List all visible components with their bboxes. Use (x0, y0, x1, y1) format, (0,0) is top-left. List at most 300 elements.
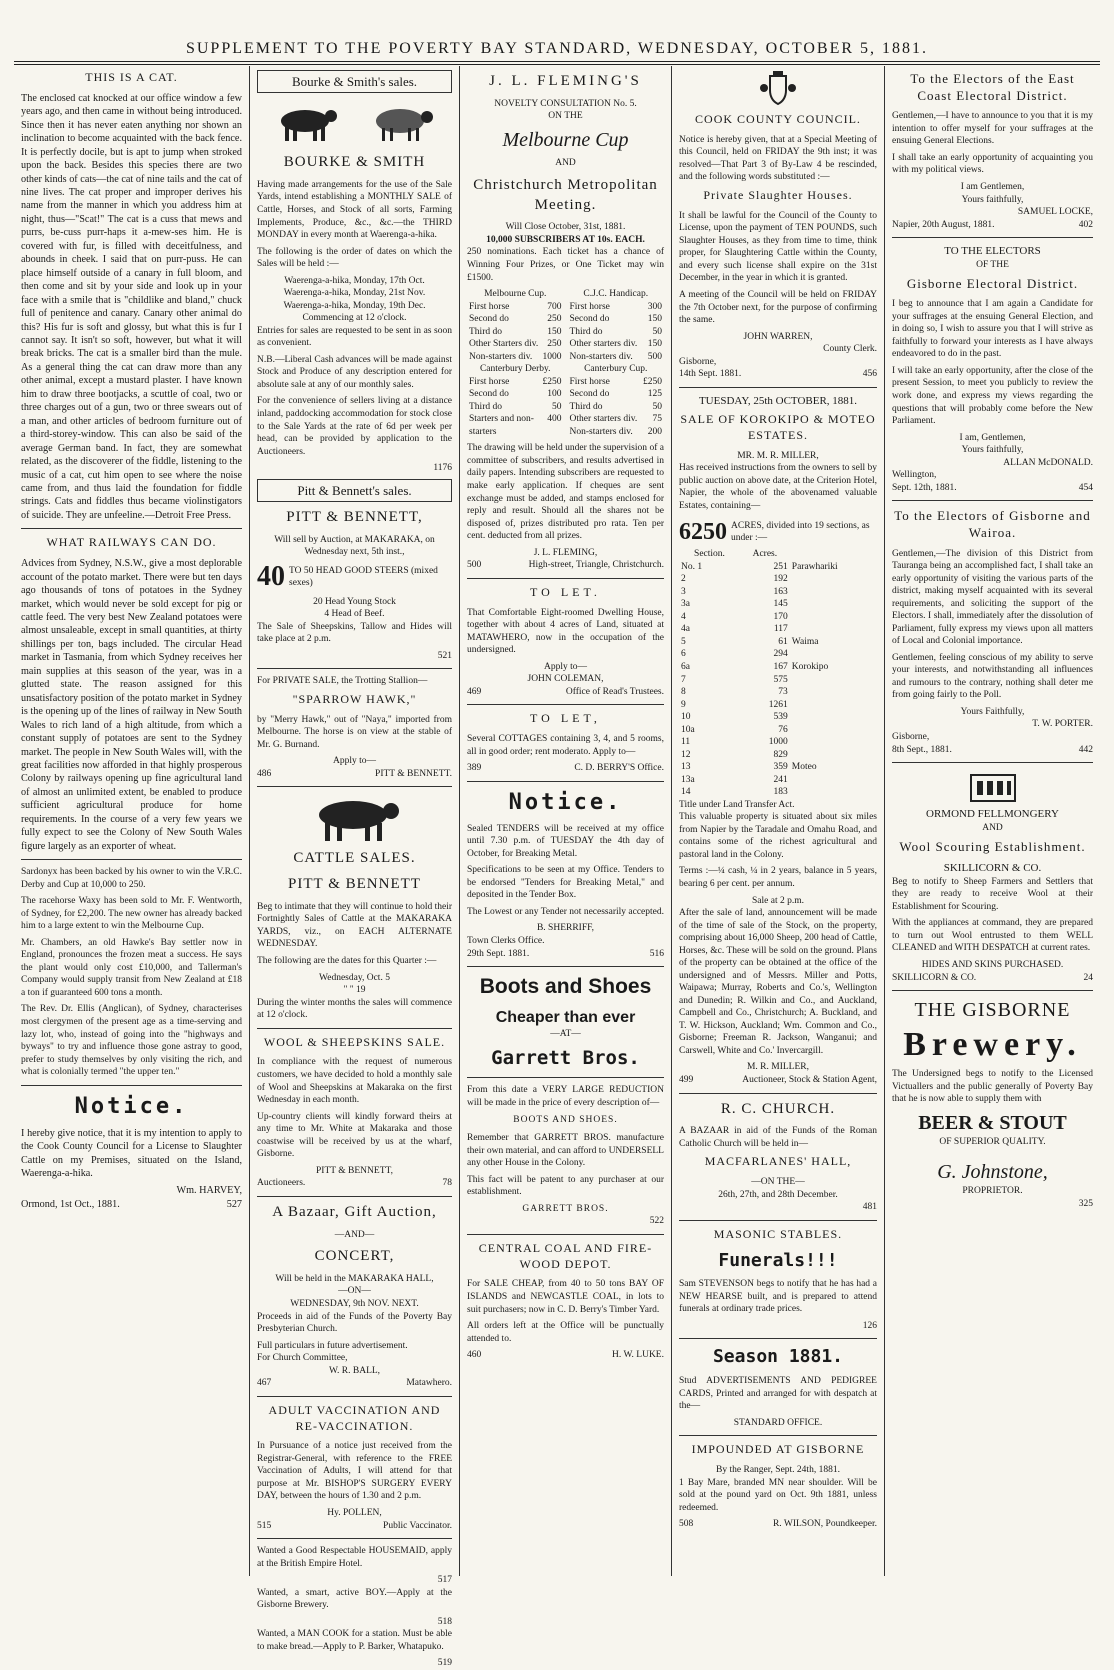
sheep-illustration (368, 101, 438, 143)
tender-signature: B. SHERRIFF, (536, 923, 595, 934)
cook-county-clerk: County Clerk. (823, 344, 877, 355)
prize-table-right (568, 288, 665, 438)
building-icon (969, 769, 1017, 803)
table-cell: First horse (469, 301, 510, 312)
gisborne-electors-of: OF THE (976, 259, 1009, 270)
table-cell (790, 586, 877, 599)
table-row (568, 301, 665, 314)
vaccination-signature: Hy. POLLEN, (327, 1508, 382, 1519)
table-cell: 50 (652, 401, 662, 412)
ad-number: 1176 (433, 463, 452, 474)
divider (892, 990, 1093, 991)
bazaar-committee: For Church Committee, (257, 1353, 348, 1364)
to-let-2-body: Several COTTAGES containing 3, 4, and 5 rooms, all in good order; rent moderato. Apply to— (467, 734, 664, 757)
table-cell: 170 (773, 611, 788, 622)
tender-notice-title: Notice. (508, 789, 623, 815)
table-cell: 7 (681, 674, 686, 685)
brewery-quality: OF SUPERIOR QUALITY. (939, 1137, 1046, 1148)
estate-footer (679, 1074, 877, 1087)
cat-article-body: The enclosed cat knocked at our office window a few years ago, and then came in without being introduced. Since then it has never eaten anything nor shown an inclination to become acquainted with the back fence. It is perfectly docile, but is apt to jump when stroked upon the back. Besides this species there are two other kinds of cats—the cat of nine tails and the cat of nine lives. The cat proper and improper derives his name from the manner in which you address him at night, thus—"Scat!" The cat is a cuss that mews and purrs, be-cuss purr-haps it a-mew-ses him. He is covered with fur, is filled with deceitfulness, and abounds in cheek. I said that on purr-puss. He can place himself outside of a canary in full bloom, and then come and sit by your side and look up in your face with a smile that is "childlike and bland," chuck full of penitence and canary. Canary other animal do this? His fur is soft and glossy, but what this is fur I cannot say. It isn't so soft, however, but what it will break bricks. The cat is a smaller bird than the mule. As a general thing the cat can draw more than any other animal, except a mustard plaster. I have known him to draw three bootjacks, a scuttle of coal, two or three charges out of a gun, two or three swears out of a man, and other articles of bedroom furniture out of a third-storey-window. This can also be said of the average German band. In fact, they are somewhat related, as the discoverer of the fiddle, listening to the music of a cat, cut him open to see where the noise came from, and thus laid the foundation for fiddle strings. Cats and fiddles thus became violinstigators of suicide. They are unfeeline.—Detroit Free Press. (21, 92, 242, 521)
divider (467, 704, 664, 705)
table-row (568, 388, 665, 401)
stallion-desc: by "Merry Hawk," out of "Naya," imported from Melbourne. The horse is on view at the stable of Mr. G. Burnand. (257, 714, 452, 750)
ad-number: 456 (862, 369, 877, 380)
to-let-footer (467, 686, 664, 699)
table-row (568, 338, 665, 351)
table-cell: 192 (773, 574, 788, 585)
wool-scouring-title: Wool Scouring Establishment. (899, 839, 1086, 855)
christchurch-meeting: Christchurch Metropolitan Meeting. (473, 176, 658, 213)
boots-title: Boots and Shoes (479, 975, 652, 999)
ad-number: 516 (649, 948, 664, 959)
table-cell: 183 (773, 787, 788, 798)
table-cell: 1000 (768, 737, 788, 748)
table-row (679, 586, 877, 599)
ormond-footer (892, 972, 1093, 985)
to-let-title: TO LET. (530, 584, 601, 599)
divider (892, 237, 1093, 238)
wool-footer (257, 1177, 452, 1190)
bazaar-place: Matawhero. (406, 1378, 452, 1389)
prize-head: C.J.C. Handicap. (583, 289, 649, 300)
cattle-date: Wednesday, Oct. 5 (319, 972, 390, 983)
table-cell: Non-starters div. (469, 351, 533, 362)
ad-number: 508 (679, 1519, 694, 1530)
east-coast-signature: SAMUEL LOCKE, (1017, 207, 1093, 218)
table-cell (790, 686, 877, 699)
table-cell: 575 (773, 674, 788, 685)
sheepskin-sale: The Sale of Sheepskins, Tallow and Hides will take place at 2 p.m. (257, 621, 452, 645)
fleming-title: J. L. FLEMING'S (489, 73, 642, 89)
table-cell: 13a (681, 774, 695, 785)
impounded-footer (679, 1518, 877, 1531)
table-cell (790, 736, 877, 749)
divider (257, 786, 452, 787)
ad-number: 517 (437, 1575, 452, 1586)
brewery-title: Brewery. (903, 1026, 1082, 1064)
table-row (467, 338, 564, 351)
bazaar-title: A Bazaar, Gift Auction, (272, 1203, 437, 1220)
newspaper-columns (14, 66, 1100, 1669)
coal-depot-body: For SALE CHEAP, from 40 to 50 tons BAY OF ISLANDS and NEWCASTLE COAL, in lots to suit purchasers; now in C. D. Berry's Timber Yard. (467, 1279, 664, 1315)
table-cell: 251 (773, 561, 788, 572)
wairoa-electors-signature: T. W. PORTER. (1032, 719, 1093, 730)
table-cell: 150 (647, 314, 662, 325)
coal-signature: H. W. LUKE. (612, 1350, 664, 1361)
table-cell: Waima (791, 636, 819, 647)
table-cell: 200 (647, 426, 662, 437)
table-cell: Third do (469, 326, 502, 337)
table-row (679, 699, 877, 712)
pitt-bennett-auction: Will sell by Auction, at MAKARAKA, on Wednesday next, 5th inst., (274, 534, 435, 558)
estate-after-sale: After the sale of land, announcement will be made of the time of sale of the Stock, on the property, comprising about 16,000 Sheep, 200 head of Cattle, Horses, &c. These will be sold on the ground. Plans of the property can be obtained at the office of the undersigned and of Messrs. Miller and Potts, Waipawa; Murray, Roberts and Co.'s, Wellington and Dunedin; R. Wilkin and Co., and Auckland, Campbell and Co., Christchurch; A. Buckland, and T. W. Hickson, Auckland; Wm. Common and Co., Gisborne; Freeman R. Jackson, Wanganui; and Carswell, White and Co.' Invercargill. (679, 908, 877, 1056)
gisborne-electors-date: Sept. 12th, 1881. (892, 482, 957, 493)
harvey-place: Ormond, 1st Oct., 1881. (21, 1198, 120, 1210)
gisborne-electors-early: I will take an early opportunity, after the close of the present Session, to meet you publicly to review the work done, and express my views regarding the questions that will probably come before the New Parliament. (892, 365, 1093, 427)
table-cell: £250 (643, 376, 662, 387)
funerals-body: Sam STEVENSON begs to notify that he has had a NEW HEARSE built, and is prepared to attend funerals at ordinary trade prices. (679, 1279, 877, 1315)
table-cell (790, 711, 877, 724)
table-cell: 3a (681, 599, 690, 610)
divider (679, 387, 877, 388)
table-cell (790, 623, 877, 636)
wairoa-electors-date: 8th Sept., 1881. (892, 744, 952, 755)
to-let-2-title: TO LET, (530, 711, 601, 726)
table-cell: 294 (773, 649, 788, 660)
divider (467, 1234, 664, 1235)
ad-number: 486 (257, 768, 272, 779)
column-4 (672, 66, 885, 1576)
table-row (679, 573, 877, 586)
ad-number: 481 (862, 1202, 877, 1213)
fleming-subscribers: 10,000 SUBSCRIBERS AT 10s. EACH. (486, 234, 645, 245)
fleming-nominations: 250 nominations. Each ticket has a chance of Winning Four Prizes, or One Ticket may win £1500. (467, 247, 664, 283)
bourke-smith-entries: Entries for sales are requested to be sent in as soon as convenient. (257, 325, 452, 349)
divider (679, 1093, 877, 1094)
prize-head: Canterbury Cup. (584, 364, 648, 375)
impounded-signature: R. WILSON, Poundkeeper. (772, 1519, 877, 1530)
cook-county-date: 14th Sept. 1881. (679, 369, 742, 380)
cattle-dates-intro: The following are the dates for this Quarter :— (257, 956, 437, 966)
divider (467, 781, 664, 782)
table-cell: 10a (681, 724, 695, 735)
divider (21, 859, 242, 860)
ormond-and: AND (982, 822, 1003, 833)
table-row (679, 774, 877, 787)
bourke-smith-nb: N.B.—Liberal Cash advances will be made against Stock and Produce of any description entered for absolute sale at any of our monthly sales. (257, 354, 452, 390)
table-cell: 4a (681, 624, 690, 635)
bazaar-particulars: Full particulars in future advertisement. (257, 1340, 408, 1351)
to-let-signature: JOHN COLEMAN, (527, 674, 604, 685)
divider (467, 1077, 664, 1078)
gisborne-electors-to: TO THE ELECTORS (944, 245, 1041, 258)
ad-number: 500 (467, 560, 482, 571)
table-cell (790, 674, 877, 687)
table-row (467, 351, 564, 364)
table-cell: 76 (778, 724, 788, 735)
cat-article-title: THIS IS A CAT. (85, 70, 178, 84)
table-row (679, 761, 877, 774)
table-cell: Third do (469, 401, 502, 412)
rc-church-dates: 26th, 27th, and 28th December. (718, 1189, 838, 1200)
prize-head: Melbourne Cup. (484, 289, 547, 300)
to-let-2-signature: C. D. BERRY'S Office. (574, 763, 664, 774)
cook-county-body: Notice is hereby given, that at a Special Meeting of this Council, held on FRIDAY the 9th inst; it was resolved—That Part 3 of By-Law 4 be rescinded, and the following words substituted :— (679, 134, 877, 183)
table-row (568, 413, 665, 426)
table-row (679, 786, 877, 799)
news-item: The Rev. Dr. Ellis (Anglican), of Sydney, characterises most clergymen of the present age as a time-serving and lazy lot, who, instead of going into the "highways and byways" to try and influence those gone astray to good, prefer to study themselves by only visiting the rich, and what is colonially termed "the upper ten." (21, 1004, 242, 1078)
gisborne-electors-body: I beg to announce that I am again a Candidate for your suffrages at the ensuing General Election, and in doing so, I wish to assure you that I will strive as faithfully to forward your interests as I have always endeavored to do in the past. (892, 299, 1093, 360)
cattle-pitt-bennett: PITT & BENNETT (288, 876, 421, 893)
table-cell: 300 (647, 301, 662, 312)
rc-church-hall: MACFARLANES' HALL, (704, 1154, 852, 1169)
harvey-notice-body: I hereby give notice, that it is my intention to apply to the Cook County Council for a License to Slaughter Cattle on my Premises, situated on the Island, Waerenga-a-hika. (21, 1127, 242, 1180)
divider (892, 762, 1093, 763)
fleming-address: High-street, Triangle, Christchurch. (528, 560, 664, 571)
cook-county-signature: JOHN WARREN, (743, 331, 813, 342)
ormond-title: ORMOND FELLMONGERY (926, 808, 1059, 821)
table-cell: 150 (647, 339, 662, 350)
prize-tables (467, 288, 664, 438)
wanted-boy: Wanted, a smart, active BOY.—Apply at the Gisborne Brewery. (257, 1587, 452, 1611)
east-coast-yours: Yours faithfully, (961, 194, 1024, 205)
table-cell: 12 (681, 749, 691, 760)
cook-county-meeting: A meeting of the Council will be held on FRIDAY the 7th October next, for the purpose of confirming the same. (679, 289, 877, 326)
wairoa-electors-title: To the Electors of Gisborne and Wairoa. (894, 508, 1091, 541)
table-cell (790, 648, 877, 661)
ad-number: 467 (257, 1378, 272, 1389)
table-cell: 241 (773, 774, 788, 785)
gisborne-district-title: Gisborne Electoral District. (906, 276, 1079, 292)
vaccination-footer (257, 1520, 452, 1533)
cattle-date: " " 19 (343, 985, 366, 996)
bazaar-where: Will be held in the MAKARAKA HALL, (275, 1273, 434, 1284)
bazaar-body: Proceeds in aid of the Funds of the Poverty Bay Presbyterian Church. (257, 1311, 452, 1335)
table-cell: Moteo (791, 762, 817, 773)
table-cell: 9 (681, 699, 686, 710)
table-cell: 10 (681, 712, 691, 723)
ad-number: 515 (257, 1520, 272, 1531)
news-item: The racehorse Waxy has been sold to Mr. F. Wentworth, of Sydney, for £2,200. The new owner has already backed him to a large extent to win the Melbourne Cup. (21, 896, 242, 932)
boots-patent: This fact will be patent to any purchaser at our establishment. (467, 1174, 664, 1198)
divider (257, 1196, 452, 1197)
table-cell: 250 (547, 339, 562, 350)
wool-sale-upcountry: Up-country clients will kindly forward theirs at any time to Mr. White at Makaraka and those coastwise will be received by us at the wharf, Gisborne. (257, 1111, 452, 1160)
divider (679, 1435, 877, 1436)
prize-head: Canterbury Derby. (479, 364, 551, 375)
rc-church-title: R. C. CHURCH. (720, 1100, 836, 1117)
news-item: Sardonyx has been backed by his owner to win the V.R.C. Derby and Cup at 10,000 to 250. (21, 867, 242, 890)
east-coast-body: Gentlemen,—I have to announce to you that it is my intention to offer myself for your suffrages at the ensuing General Elections. (892, 111, 1093, 147)
gisborne-electors-place: Wellington, (892, 470, 937, 481)
to-let-office: Office of Read's Trustees. (565, 686, 664, 697)
boots-signature: GARRETT BROS. (522, 1203, 609, 1214)
bourke-smith-title: BOURKE & SMITH (283, 154, 426, 171)
wanted-cook: Wanted, a MAN COOK for a station. Must be able to make bread.—Apply to P. Barker, Whatapuko. (257, 1629, 452, 1652)
table-row (467, 376, 564, 389)
ad-number: 24 (1083, 972, 1093, 983)
boots-remember: Remember that GARRETT BROS. manufacture their own material, and can afford to UNDERSELL any other House in the Colony. (467, 1133, 664, 1169)
table-cell: Parawhariki (791, 561, 838, 572)
bazaar-and: —AND— (334, 1229, 375, 1240)
table-cell: 250 (547, 314, 562, 325)
coal-depot-orders: All orders left at the Office will be punctually attended to. (467, 1321, 664, 1344)
ormond-hides: HIDES AND SKINS PURCHASED. (921, 959, 1064, 970)
gisborne-electors-am: I am, Gentlemen, (959, 432, 1026, 443)
vaccination-role: Public Vaccinator. (383, 1520, 452, 1531)
wairoa-electors-place: Gisborne, (892, 732, 930, 743)
table-row (679, 749, 877, 762)
table-row (467, 326, 564, 339)
to-let-2-footer (467, 762, 664, 775)
wool-signature: PITT & BENNETT, (316, 1165, 393, 1176)
pitt-bennett-header: Pitt & Bennett's sales. (257, 479, 452, 502)
masonic-stables-title: MASONIC STABLES. (713, 1226, 843, 1241)
divider (467, 578, 664, 579)
acres-header: Acres. (752, 549, 778, 560)
wairoa-electors-yours: Yours Faithfully, (960, 706, 1025, 717)
ad-number: 442 (1078, 744, 1093, 755)
bourke-smith-commence: Commencing at 12 o'clock. (302, 313, 407, 324)
table-cell (790, 786, 877, 799)
table-cell: 61 (778, 636, 788, 647)
brewery-body: The Undersigned begs to notify to the Licensed Victuallers and the public generally of Poverty Bay that he is now able to supply them with (892, 1069, 1093, 1105)
divider (257, 668, 452, 669)
gisborne-electors-footer (892, 482, 1093, 495)
fleming-close: Will Close October, 31st, 1881. (505, 222, 626, 233)
wairoa-electors-footer (892, 744, 1093, 757)
estate-acres-count: 6250 (679, 518, 727, 545)
divider (467, 966, 664, 967)
estate-sale-title: SALE OF KOROKIPO & MOTEO ESTATES. (680, 412, 876, 443)
bazaar-signature: W. R. BALL, (328, 1365, 381, 1376)
boots-and-shoes: BOOTS AND SHOES. (513, 1114, 618, 1125)
bull-illustration (271, 101, 341, 143)
table-row (679, 724, 877, 737)
coal-depot-title: CENTRAL COAL AND FIRE-WOOD DEPOT. (478, 1240, 653, 1271)
divider (21, 1085, 242, 1086)
column-2 (250, 66, 460, 1669)
cook-county-footer (679, 368, 877, 381)
impounded-title: IMPOUNDED AT GISBORNE (691, 1442, 865, 1457)
table-row (568, 426, 665, 439)
prize-table-left (467, 288, 564, 438)
ad-number: 518 (437, 1616, 452, 1627)
table-cell: 3 (681, 586, 686, 597)
table-cell: Other starters div. (569, 339, 638, 350)
news-item: Mr. Chambers, an old Hawke's Bay settler now in England, pronounces the frozen meat a success. He says the plant would only cost £10,000, and Tallerman's Company would supply transit from New Zealand at £18 a ton if guaranteed 600 tons a month. (21, 937, 242, 998)
table-cell: 145 (773, 599, 788, 610)
table-cell: 700 (547, 301, 562, 312)
tender-footer (467, 948, 664, 961)
impounded-by: By the Ranger, Sept. 24th, 1881. (716, 1465, 840, 1476)
cattle-sales-body: Beg to intimate that they will continue to hold their Fortnightly Sales of Cattle at the MAKARAKA YARDS, viz., on EACH ALTERNATE WEDNESDAY. (257, 901, 452, 950)
table-cell: 75 (652, 414, 662, 425)
masthead-rule (14, 61, 1100, 62)
table-cell: £250 (542, 376, 562, 387)
table-row (568, 326, 665, 339)
harvey-footer (21, 1198, 242, 1211)
ad-number: 78 (442, 1178, 452, 1189)
table-cell: Second do (469, 389, 509, 400)
vaccination-title: ADULT VACCINATION AND RE-VACCINATION. (268, 1402, 441, 1433)
wool-role: Auctioneers. (257, 1178, 306, 1189)
table-row (679, 648, 877, 661)
table-row (679, 686, 877, 699)
table-cell: 6a (681, 661, 690, 672)
skillicorn-title: SKILLICORN & CO. (943, 862, 1042, 875)
stallion-signature: PITT & BENNETT. (375, 768, 452, 779)
table-cell: 359 (773, 762, 788, 773)
bazaar-date: WEDNESDAY, 9th NOV. NEXT. (290, 1298, 419, 1309)
section-header: Section. (694, 549, 725, 560)
table-cell: 117 (773, 624, 788, 635)
east-coast-early: I shall take an early opportunity of acquainting you with my political views. (892, 152, 1093, 176)
table-cell: 2 (681, 574, 686, 585)
coat-of-arms-icon (758, 70, 798, 108)
rc-church-on: —ON THE— (751, 1177, 805, 1188)
table-cell: 500 (647, 351, 662, 362)
cook-county-place: Gisborne, (679, 356, 717, 367)
ad-number: 325 (1078, 1198, 1093, 1209)
estate-sale-time: Sale at 2 p.m. (752, 895, 804, 906)
vaccination-body: In Pursuance of a notice just received from the Registrar-General, with reference to the FREE Vaccination of Adults, I will attend for that purpose at Mr. BISHOP'S SURGERY EVERY DAY, between the hours of 1.30 and 2 p.m. (257, 1441, 452, 1502)
table-row (679, 674, 877, 687)
ad-number: 126 (862, 1320, 877, 1331)
fleming-footer (467, 559, 664, 572)
table-cell: 100 (547, 389, 562, 400)
wairoa-electors-body: Gentlemen,—The division of this District from Tauranga being an accomplished fact, I shall take an early opportunity of visiting the various parts of the district, making myself acquainted with its several requirements, and soliciting the support of the Electors. I shall, immediately after the dissolution of Parliament, fully express my views upon all matters of Local and Colonial importance. (892, 548, 1093, 647)
bourke-smith-convenience: For the convenience of sellers living at a distance inland, paddocking accommodation for stock close to the Sale Yards at the rate of 6d per week per head, can be provided by application to the Auctioneers. (257, 396, 452, 457)
table-cell: 539 (773, 712, 788, 723)
table-cell: 167 (773, 661, 788, 672)
table-row (679, 598, 877, 611)
table-row (467, 313, 564, 326)
table-cell: 50 (552, 401, 562, 412)
estate-acres-desc: ACRES, divided into 19 sections, as under :— (731, 520, 870, 544)
table-cell: 11 (681, 737, 691, 748)
railways-article-title: WHAT RAILWAYS CAN DO. (46, 535, 217, 550)
table-row (679, 561, 877, 574)
table-cell: Non-starters div. (569, 426, 633, 437)
table-cell: 5 (681, 636, 686, 647)
harvey-signature: Wm. HARVEY, (176, 1185, 242, 1197)
sale-date: Waerenga-a-hika, Monday, 17th Oct. (284, 275, 425, 286)
table-cell: 8 (681, 687, 686, 698)
impounded-body: 1 Bay Mare, branded MN near shoulder. Will be sold at the pound yard on Oct. 9th 1881, unless redeemed. (679, 1477, 877, 1513)
table-cell: 150 (547, 326, 562, 337)
table-cell: Second do (569, 314, 610, 325)
table-row (568, 351, 665, 364)
table-cell: 1261 (768, 699, 788, 710)
steers-count: 40 (257, 560, 285, 592)
ormond-signature: SKILLICORN & CO. (892, 972, 977, 983)
table-cell (790, 774, 877, 787)
table-cell (790, 699, 877, 712)
estate-role: Auctioneer, Stock & Station Agent, (742, 1074, 877, 1085)
masthead: SUPPLEMENT TO THE POVERTY BAY STANDARD, WEDNESDAY, OCTOBER 5, 1881. (185, 40, 929, 57)
table-cell: First horse (569, 376, 610, 387)
table-cell: 13 (681, 762, 691, 773)
steers-lot (257, 559, 452, 596)
fleming-and: AND (555, 158, 576, 169)
boots-at: —AT— (550, 1028, 581, 1039)
to-let-apply: Apply to— (543, 661, 587, 672)
funerals-title: Funerals!!! (718, 1249, 838, 1271)
divider (679, 1220, 877, 1221)
east-coast-electors-title: To the Electors of the East Coast Electoral District. (910, 71, 1075, 104)
table-cell: First horse (569, 301, 610, 312)
cook-county-title: COOK COUNTY COUNCIL. (695, 112, 861, 126)
divider (21, 528, 242, 529)
table-row (467, 388, 564, 401)
coal-footer (467, 1349, 664, 1362)
divider (257, 1028, 452, 1029)
table-cell: 125 (647, 389, 662, 400)
ad-number: 522 (649, 1216, 664, 1227)
railways-article-body: Advices from Sydney, N.S.W., give a most deplorable account of the potato market. There were but ten days ago thousands of tons of potatoes in the Sydney market, which would never be sold except for pig or cattle feed. The very best New Zealand potatoes were almost unsaleable, except in small quantities, at thirty shillings per ton, bags included. The circular Head market in Tasmania, from which Sydney receives her main supplies at this season of the year, was in a glutted state. The reason assigned for this unsatisfactory position of the potato market in Sydney is the opening up of the lines of railway in New South Wales to rich land of a high altitude, from which a constant supply of potatoes are sent to the Sydney market. The people in New South Wales will, with the great facilities now afforded in that highly prosperous Colony by railways opening up fine agricultural land of almost an unlimited extent, be enabled to produce sufficient agricultural produce for home requirements. In the course of a very few years we fully expect to see the Colony of New South Wales figure largely as an exporter of wheat. (21, 558, 242, 852)
rc-church-body: A BAZAAR in aid of the Funds of the Roman Catholic Church will be held in— (679, 1126, 877, 1149)
table-cell: 14 (681, 787, 691, 798)
estate-sale-body: Has received instructions from the owners to sell by public auction on above date, at the Criterion Hotel, Napier, the whole of the abovenamed valuable Estates, containing— (679, 463, 877, 511)
table-cell: Other starters div. (569, 414, 638, 425)
boots-body: From this date a VERY LARGE REDUCTION will be made in the price of every description of— (467, 1085, 664, 1108)
table-row (568, 401, 665, 414)
divider (257, 1396, 452, 1397)
table-cell: First horse (469, 376, 510, 387)
brewery-signature: G. Johnstone, (937, 1160, 1048, 1183)
table-row (467, 401, 564, 414)
